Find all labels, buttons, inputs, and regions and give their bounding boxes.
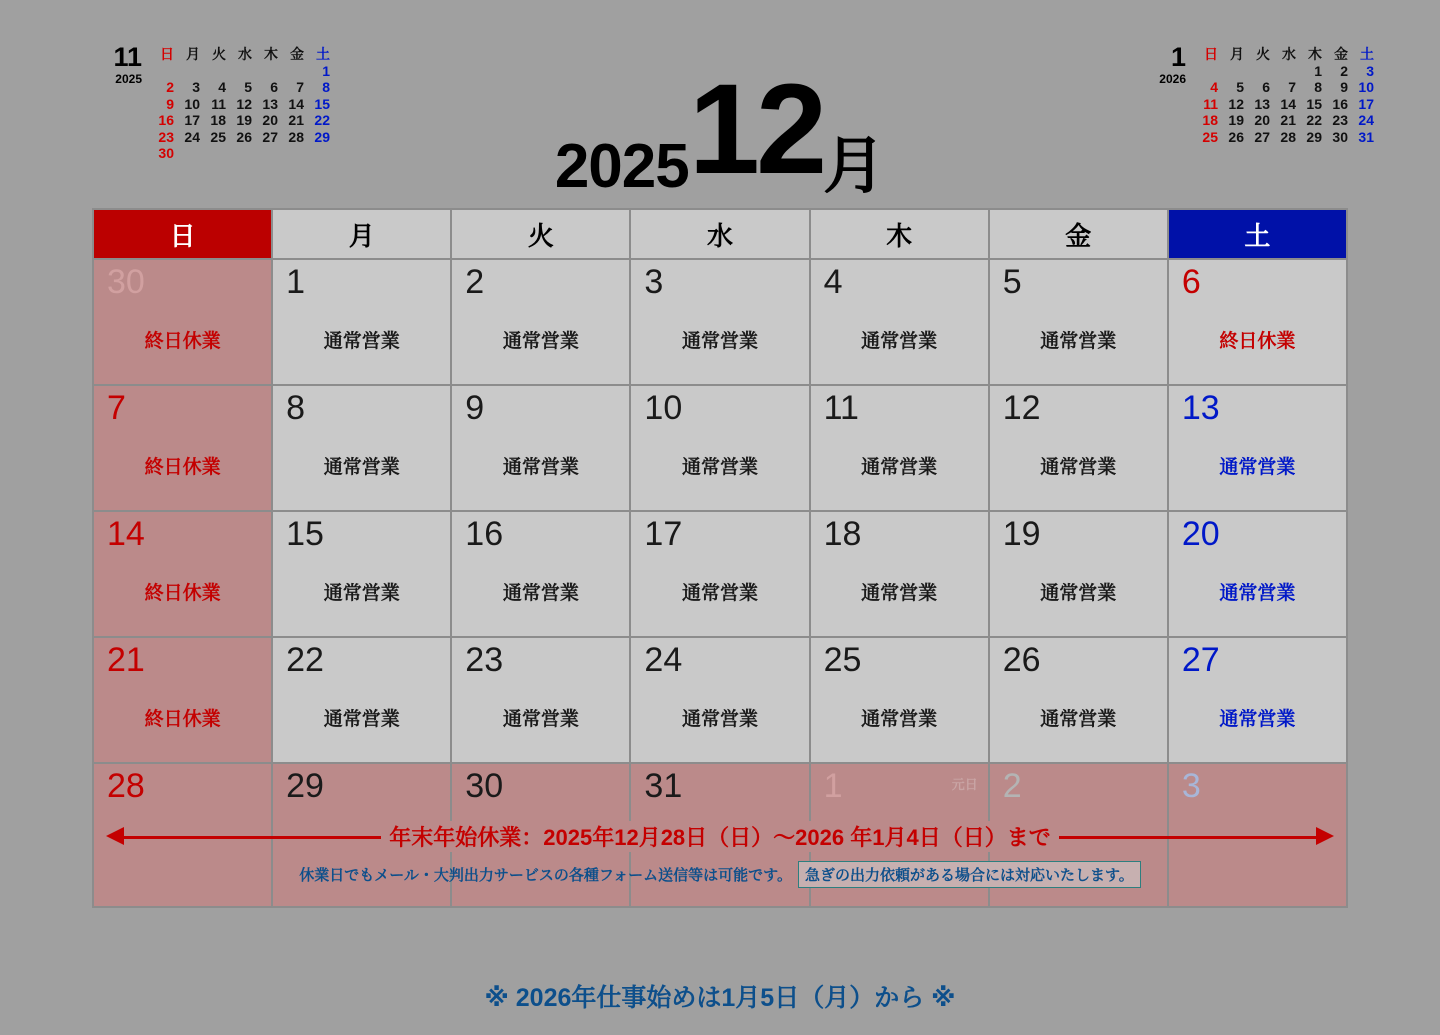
mini-day-cell: 11 — [211, 95, 226, 112]
mini-day-cell: 30 — [158, 145, 174, 162]
title-month: 12 — [688, 58, 824, 201]
mini-day-cell: 12 — [1228, 95, 1244, 112]
day-number: 10 — [644, 389, 683, 427]
day-number: 8 — [286, 389, 306, 427]
mini-day-cell: 16 — [1332, 95, 1348, 112]
calendar-body — [93, 259, 1347, 907]
mini-day-cell: 18 — [1202, 112, 1218, 129]
mini-day-cell: 5 — [1236, 79, 1244, 96]
mini-day-cell: 11 — [1203, 95, 1218, 112]
day-cell-2[interactable] — [451, 259, 630, 385]
mini-day-cell: 1 — [322, 62, 330, 79]
day-number: 2 — [465, 263, 485, 301]
day-number: 12 — [1002, 389, 1041, 427]
day-number: 27 — [1181, 641, 1220, 679]
day-status-label: 通常営業 — [1040, 331, 1117, 352]
day-cell-16[interactable] — [451, 511, 630, 637]
mini-day-cell: 29 — [1306, 128, 1322, 145]
day-number: 14 — [107, 515, 145, 553]
mini-day-cell: 7 — [296, 79, 304, 96]
day-status-label: 通常営業 — [681, 331, 758, 352]
day-status-label: 通常営業 — [502, 457, 579, 478]
mini-day-cell: 20 — [262, 112, 278, 129]
mini-day-cell: 19 — [1228, 112, 1244, 129]
mini-day-cell: 10 — [184, 95, 200, 112]
mini-day-cell: 28 — [288, 128, 304, 145]
day-status-label: 終日休業 — [1219, 331, 1296, 352]
mini-weekday-header: 月 — [1230, 46, 1244, 62]
mini-weekday-header: 金 — [290, 46, 304, 62]
day-cell-8[interactable] — [272, 385, 451, 511]
day-number: 28 — [107, 767, 145, 805]
mini-day-cell: 9 — [1340, 79, 1348, 96]
mini-weekday-header: 水 — [238, 46, 252, 62]
mini-weekday-header: 木 — [1308, 46, 1322, 62]
mini-day-cell: 26 — [236, 128, 252, 145]
mini-day-cell: 10 — [1358, 79, 1374, 96]
day-number: 1 — [286, 263, 306, 301]
day-number: 4 — [823, 263, 843, 301]
day-number: 3 — [644, 263, 664, 301]
mini-day-cell: 19 — [236, 112, 252, 129]
day-cell-13[interactable] — [1168, 385, 1347, 511]
mini-day-cell: 22 — [1306, 112, 1322, 129]
day-cell-6[interactable] — [1168, 259, 1347, 385]
weekday-header-5: 金 — [989, 209, 1168, 259]
day-cell-20[interactable] — [1168, 511, 1347, 637]
day-cell-22[interactable] — [272, 637, 451, 763]
day-number: 18 — [823, 515, 862, 553]
mini-prev-month: 11 — [113, 42, 142, 72]
day-number: 21 — [107, 641, 145, 679]
mini-day-cell: 6 — [270, 79, 278, 96]
mini-day-cell: 27 — [1254, 128, 1270, 145]
day-number: 3 — [1181, 767, 1201, 805]
day-cell-25[interactable] — [810, 637, 989, 763]
day-status-label: 通常営業 — [323, 331, 400, 352]
mini-weekday-header: 水 — [1282, 46, 1296, 62]
day-number: 31 — [644, 767, 683, 805]
mini-next-month: 1 — [1170, 42, 1186, 72]
day-number: 11 — [823, 389, 859, 427]
day-status-label: 終日休業 — [144, 457, 221, 478]
day-cell-7[interactable] — [93, 385, 272, 511]
holiday-badge: 元日 — [951, 777, 978, 792]
day-number: 20 — [1181, 515, 1220, 553]
weekday-header-4: 木 — [810, 209, 989, 259]
footer-note: ※ 2026年仕事始めは1月5日（月）から ※ — [484, 984, 956, 1012]
day-number: 2 — [1002, 767, 1022, 805]
mini-weekday-header: 木 — [264, 46, 278, 62]
day-status-label: 終日休業 — [144, 709, 221, 730]
holiday-banner — [92, 819, 1348, 888]
mini-day-cell: 21 — [288, 112, 304, 129]
calendar-week-row — [93, 259, 1347, 385]
mini-day-cell: 23 — [1332, 112, 1348, 129]
mini-day-cell: 31 — [1358, 128, 1374, 145]
day-status-label: 通常営業 — [681, 457, 758, 478]
mini-day-cell: 14 — [1280, 95, 1296, 112]
mini-day-cell: 22 — [314, 112, 330, 129]
mini-day-cell: 2 — [1340, 62, 1348, 79]
mini-day-cell: 13 — [262, 95, 278, 112]
day-number: 6 — [1181, 263, 1201, 301]
day-number: 16 — [465, 515, 504, 553]
mini-day-cell: 30 — [1332, 128, 1348, 145]
day-number: 9 — [465, 389, 485, 427]
day-cell-12[interactable] — [989, 385, 1168, 511]
mini-day-cell: 13 — [1254, 95, 1270, 112]
arrow-left-icon — [106, 827, 124, 845]
day-number: 1 — [823, 767, 843, 805]
calendar-week-row — [93, 511, 1347, 637]
day-status-label: 通常営業 — [681, 709, 758, 730]
arrow-right-icon — [1316, 827, 1334, 845]
day-number: 29 — [286, 767, 324, 805]
banner-sub-line — [92, 861, 1348, 888]
mini-day-cell: 15 — [1306, 95, 1322, 112]
mini-day-cell: 1 — [1314, 62, 1322, 79]
day-status-label: 終日休業 — [144, 331, 221, 352]
day-status-label: 通常営業 — [681, 583, 758, 604]
day-status-label: 通常営業 — [323, 457, 400, 478]
mini-weekday-header: 月 — [186, 46, 200, 62]
calendar-week-row — [93, 385, 1347, 511]
mini-day-cell: 24 — [1358, 112, 1374, 129]
day-cell-4[interactable] — [810, 259, 989, 385]
mini-day-cell: 4 — [218, 79, 226, 96]
calendar-table — [92, 208, 1348, 908]
mini-day-cell: 7 — [1288, 79, 1296, 96]
mini-day-cell: 26 — [1228, 128, 1244, 145]
day-number: 19 — [1002, 515, 1041, 553]
banner-main-text: 年末年始休業：2025年12月28日（日）〜2026 年1月4日（日）まで — [381, 821, 1058, 852]
mini-day-cell: 8 — [1314, 79, 1322, 96]
weekday-header-2: 火 — [451, 209, 630, 259]
banner-arrow-line — [92, 819, 1348, 853]
mini-day-cell: 17 — [1358, 95, 1374, 112]
mini-day-cell: 4 — [1210, 79, 1218, 96]
day-status-label: 通常営業 — [502, 583, 579, 604]
day-cell-15[interactable] — [272, 511, 451, 637]
mini-day-cell: 16 — [158, 112, 174, 129]
day-cell-18[interactable] — [810, 511, 989, 637]
mini-day-cell: 21 — [1280, 112, 1296, 129]
day-number: 30 — [107, 263, 145, 301]
day-cell-14[interactable] — [93, 511, 272, 637]
mini-day-cell: 6 — [1262, 79, 1270, 96]
day-number: 15 — [286, 515, 324, 553]
mini-day-cell: 25 — [210, 128, 226, 145]
day-cell-26[interactable] — [989, 637, 1168, 763]
day-number: 23 — [465, 641, 504, 679]
day-cell-1[interactable] — [272, 259, 451, 385]
day-status-label: 通常営業 — [861, 709, 938, 730]
page-title — [0, 56, 1440, 205]
weekday-header-3: 水 — [630, 209, 809, 259]
day-status-label: 通常営業 — [502, 331, 579, 352]
mini-day-cell: 28 — [1280, 128, 1296, 145]
mini-day-cell: 3 — [192, 79, 200, 96]
title-year: 2025 — [554, 132, 689, 201]
mini-day-cell: 14 — [288, 95, 304, 112]
day-cell-3[interactable] — [630, 259, 809, 385]
mini-day-cell: 12 — [236, 95, 252, 112]
weekday-header-0: 日 — [93, 209, 272, 259]
weekday-header-1: 月 — [272, 209, 451, 259]
day-status-label: 通常営業 — [861, 457, 938, 478]
calendar-header-row — [93, 209, 1347, 259]
day-status-label: 通常営業 — [323, 583, 400, 604]
day-cell-24[interactable] — [630, 637, 809, 763]
day-number: 24 — [644, 641, 683, 679]
day-status-label: 通常営業 — [1219, 583, 1296, 604]
weekday-header-6: 土 — [1168, 209, 1347, 259]
banner-sub-text-2: 急ぎの出力依頼がある場合には対応いたします。 — [798, 861, 1141, 888]
mini-weekday-header: 火 — [212, 46, 226, 62]
day-number: 30 — [465, 767, 504, 805]
day-number: 22 — [286, 641, 324, 679]
mini-day-cell: 29 — [314, 128, 330, 145]
day-status-label: 通常営業 — [1040, 457, 1117, 478]
day-status-label: 通常営業 — [1219, 457, 1296, 478]
mini-day-cell: 20 — [1254, 112, 1270, 129]
day-number: 13 — [1181, 389, 1220, 427]
title-month-suffix: 月 — [823, 132, 886, 201]
mini-weekday-header: 火 — [1256, 46, 1270, 62]
day-number: 26 — [1002, 641, 1041, 679]
mini-next-year: 2026 — [1159, 71, 1186, 86]
mini-weekday-header: 日 — [1204, 46, 1218, 62]
calendar-week-row — [93, 637, 1347, 763]
mini-day-cell: 23 — [158, 128, 174, 145]
day-cell-11[interactable] — [810, 385, 989, 511]
day-status-label: 通常営業 — [1040, 709, 1117, 730]
day-status-label: 通常営業 — [1219, 709, 1296, 730]
day-cell-19[interactable] — [989, 511, 1168, 637]
mini-day-cell: 18 — [210, 112, 226, 129]
mini-prev-year: 2025 — [115, 71, 142, 86]
day-number: 17 — [644, 515, 683, 553]
day-number: 25 — [823, 641, 862, 679]
day-cell-5[interactable] — [989, 259, 1168, 385]
banner-sub-text-1: 休業日でもメール・大判出力サービスの各種フォーム送信等は可能です。 — [299, 867, 792, 884]
day-cell-10[interactable] — [630, 385, 809, 511]
day-status-label: 通常営業 — [502, 709, 579, 730]
mini-weekday-header: 土 — [316, 46, 330, 62]
mini-day-cell: 24 — [184, 128, 200, 145]
mini-day-cell: 2 — [166, 79, 174, 96]
mini-day-cell: 9 — [166, 95, 174, 112]
mini-day-cell: 5 — [244, 79, 252, 96]
mini-day-cell: 3 — [1366, 62, 1374, 79]
day-cell-30[interactable] — [93, 259, 272, 385]
day-number: 5 — [1002, 263, 1022, 301]
day-cell-21[interactable] — [93, 637, 272, 763]
day-cell-17[interactable] — [630, 511, 809, 637]
mini-weekday-header: 日 — [160, 46, 174, 62]
day-status-label: 終日休業 — [144, 583, 221, 604]
day-status-label: 通常営業 — [323, 709, 400, 730]
mini-day-cell: 17 — [184, 112, 200, 129]
mini-day-cell: 15 — [314, 95, 330, 112]
mini-day-cell: 25 — [1202, 128, 1218, 145]
mini-day-cell: 8 — [322, 79, 330, 96]
mini-day-cell: 27 — [262, 128, 278, 145]
mini-weekday-header: 金 — [1334, 46, 1348, 62]
day-cell-9[interactable] — [451, 385, 630, 511]
day-cell-27[interactable] — [1168, 637, 1347, 763]
day-status-label: 通常営業 — [861, 583, 938, 604]
mini-weekday-header: 土 — [1360, 46, 1374, 62]
day-cell-23[interactable] — [451, 637, 630, 763]
day-status-label: 通常営業 — [1040, 583, 1117, 604]
day-status-label: 通常営業 — [861, 331, 938, 352]
day-number: 7 — [107, 389, 126, 427]
